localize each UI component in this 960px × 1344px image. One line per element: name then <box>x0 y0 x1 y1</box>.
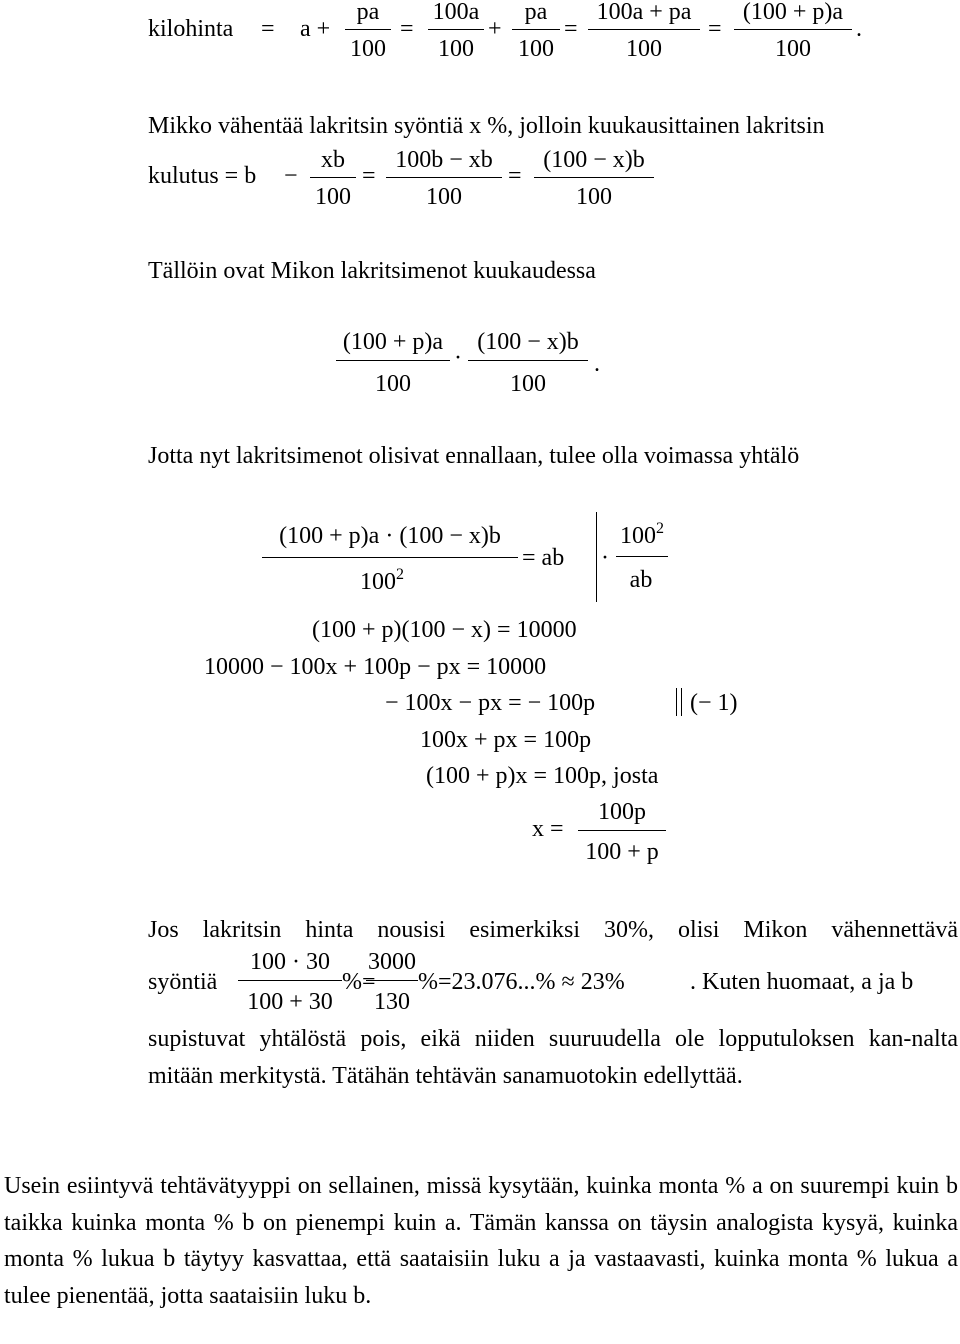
multiplication-dot: · <box>601 545 609 571</box>
fraction-denominator: 100 <box>426 184 462 210</box>
fraction-denominator: 100 <box>315 184 351 210</box>
fraction-numerator: (100 + p)a <box>342 329 444 355</box>
step-2: 10000 − 100x + 100p − px = 10000 <box>204 654 547 680</box>
fraction-numerator: 100b − xb <box>395 147 493 173</box>
jos-rest: supistuvat yhtälöstä pois, eikä niiden suuruudella ole lopputuloksen kan-nalta mitään merkitystä. Tätähän tehtävän sanamuotokin edellyttää. <box>148 1026 958 1089</box>
step-6-lhs: x = <box>532 816 564 842</box>
fraction-numerator: 3000 <box>368 949 416 975</box>
paragraph-jotta: Jotta nyt lakritsimenot olisivat ennallaan, tulee olla voimassa yhtälö <box>148 443 800 469</box>
equals-sign: = <box>261 16 275 42</box>
equals-sign: = <box>564 16 578 42</box>
plus-sign: + <box>488 16 502 42</box>
fraction-bar <box>345 29 391 30</box>
fraction-numerator: xb <box>321 147 345 173</box>
fraction-denominator: 100 + p <box>585 839 659 865</box>
period: . <box>594 351 600 377</box>
fraction-numerator: (100 + p)a <box>742 0 844 25</box>
fraction-denominator: 100 <box>775 36 811 62</box>
fraction-bar <box>588 29 700 30</box>
equals-sign: = <box>362 163 376 189</box>
multiplication-dot: · <box>454 345 462 371</box>
step-1: (100 + p)(100 − x) = 10000 <box>312 617 577 643</box>
fraction-bar <box>386 177 502 178</box>
fraction-bar <box>310 177 356 178</box>
fraction-denominator: 100 <box>375 371 411 397</box>
multiplier-numerator: $100^2$ <box>620 520 664 549</box>
fraction-denominator: 130 <box>374 989 410 1015</box>
term-a-plus: a + <box>300 16 331 42</box>
kulutus-label: kulutus = b <box>148 163 257 189</box>
percent-equals: %= <box>342 969 376 995</box>
multiplier-denominator: ab <box>629 567 653 593</box>
fraction-bar <box>336 360 450 361</box>
fraction-denominator: 100 <box>350 36 386 62</box>
fraction-numerator: 100a + pa <box>596 0 692 25</box>
fraction-bar <box>578 830 666 831</box>
fraction-bar <box>534 177 654 178</box>
paragraph-mikko: Mikko vähentää lakritsin syöntiä x %, jolloin kuukausittainen lakritsin <box>148 113 825 139</box>
jos-line-1: Jos lakritsin hinta nousisi esimerkiksi 30%, olisi Mikon vähennettävä <box>148 917 958 943</box>
fraction-numerator: pa <box>356 0 380 25</box>
step-5: (100 + p)x = 100p, josta <box>426 763 659 789</box>
step-3: − 100x − px = − 100p <box>385 690 596 716</box>
minus-sign: − <box>284 163 298 189</box>
fraction-numerator: pa <box>524 0 548 25</box>
fraction-bar <box>468 360 588 361</box>
paragraph-usein: Usein esiintyvä tehtävätyyppi on sellainen, missä kysytään, kuinka monta % a on suurempi kuin b taikka kuinka monta % b on pienempi kuin a. Tämän kanssa on täysin analogista kysyä, kuinka monta % lukua b täytyy kasvattaa, että saataisiin luku a ja vastaavasti, kuinka monta % lukua a tulee pienentää, jotta saataisiin luku b. <box>4 1173 958 1309</box>
equals-sign: = <box>400 16 414 42</box>
syontia-label: syöntiä <box>148 969 218 995</box>
fraction-bar <box>366 980 418 981</box>
equals-sign: = <box>508 163 522 189</box>
step-3-operation: (− 1) <box>690 690 738 716</box>
fraction-bar <box>262 557 518 558</box>
fraction-bar <box>428 29 484 30</box>
kilohinta-label: kilohinta <box>148 16 234 42</box>
operation-bar <box>676 688 677 716</box>
rhs-ab: = ab <box>522 545 565 571</box>
result-value: %=23.076...% ≈ 23% <box>418 969 625 995</box>
fraction-bar <box>238 980 342 981</box>
equals-sign: = <box>708 16 722 42</box>
fraction-numerator: (100 − x)b <box>543 147 645 173</box>
fraction-denominator: 100 <box>626 36 662 62</box>
period: . <box>856 16 862 42</box>
paragraph-talloin: Tällöin ovat Mikon lakritsimenot kuukaudessa <box>148 258 596 284</box>
fraction-bar <box>616 556 668 557</box>
fraction-numerator: 100 · 30 <box>250 949 330 975</box>
step-4: 100x + px = 100p <box>420 727 592 753</box>
fraction-denominator: 100 <box>510 371 546 397</box>
fraction-bar <box>734 29 852 30</box>
fraction-numerator: (100 + p)a · (100 − x)b <box>279 523 501 549</box>
fraction-denominator: 100 <box>518 36 554 62</box>
fraction-numerator: (100 − x)b <box>477 329 579 355</box>
fraction-denominator: 100 <box>438 36 474 62</box>
fraction-denominator: 100 <box>576 184 612 210</box>
operation-bar <box>596 512 597 602</box>
operation-bar <box>681 688 682 716</box>
jos-line-2-tail: . Kuten huomaat, a ja b <box>690 969 914 995</box>
fraction-denominator: $100^2$ <box>360 566 404 595</box>
fraction-bar <box>512 29 560 30</box>
fraction-denominator: 100 + 30 <box>247 989 333 1015</box>
fraction-numerator: 100a <box>432 0 480 25</box>
fraction-numerator: 100p <box>598 799 646 825</box>
